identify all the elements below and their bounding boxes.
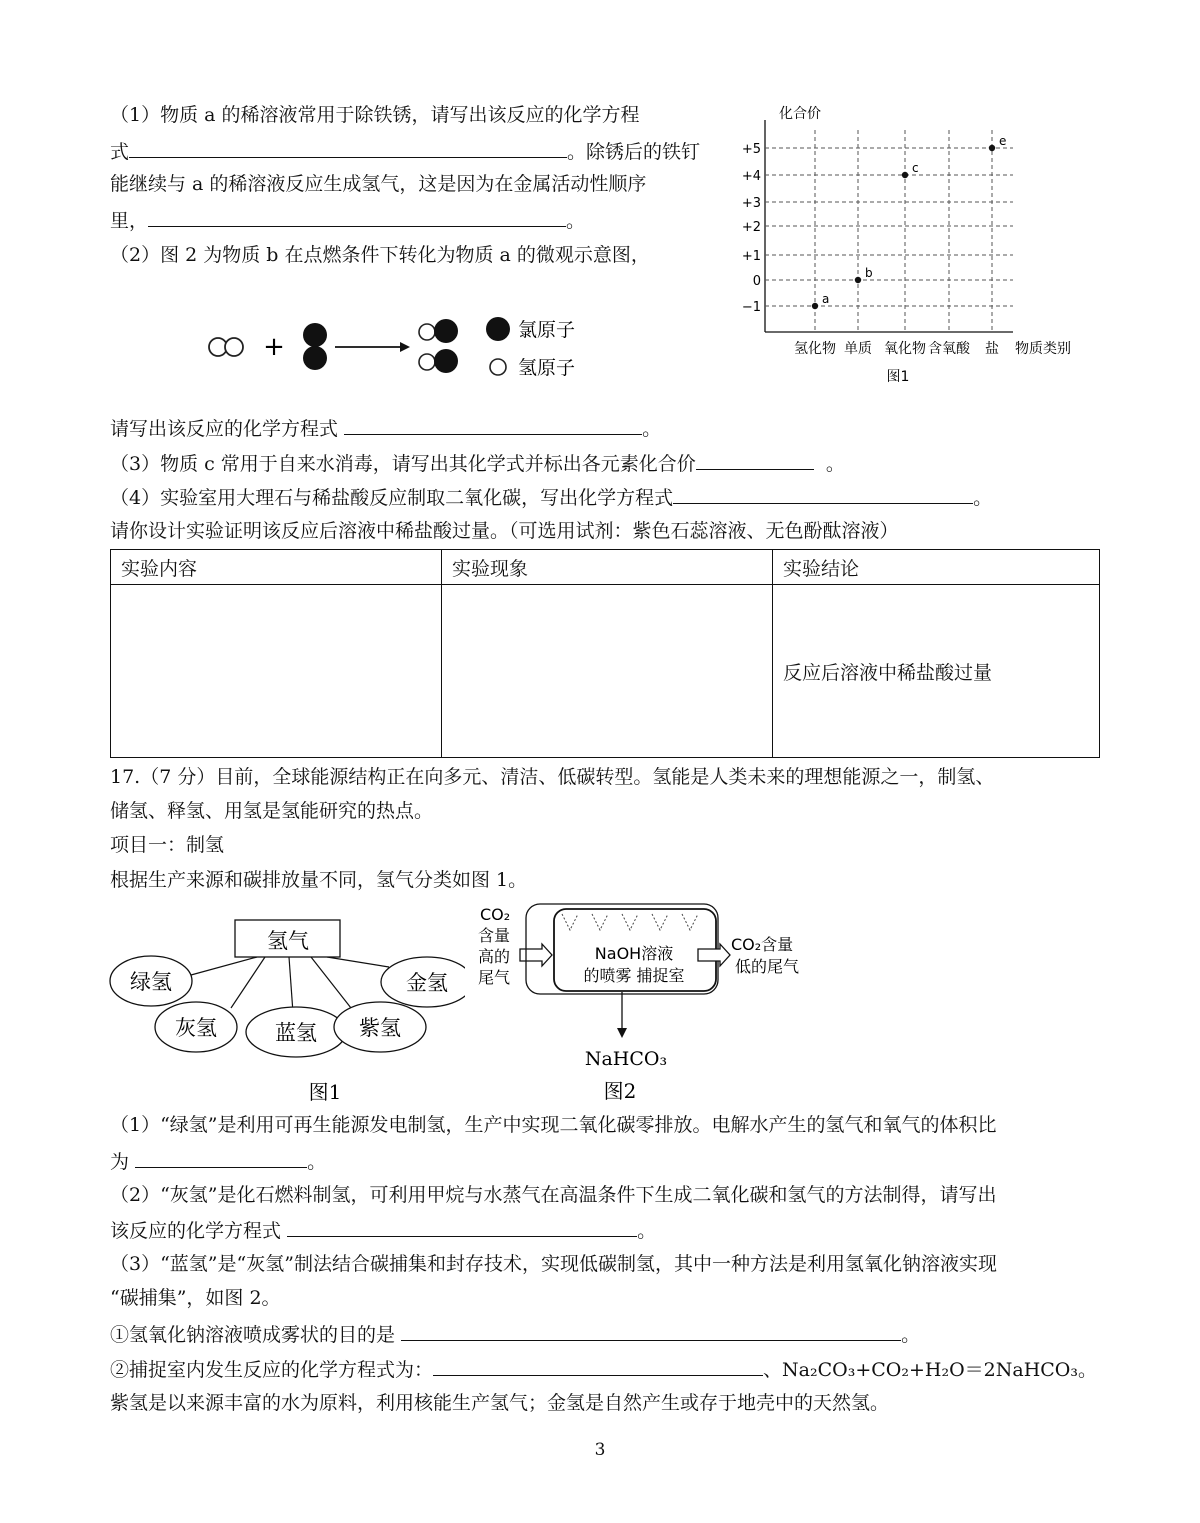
x-tick-label: 氧化物 xyxy=(884,341,926,357)
data-point xyxy=(989,145,995,151)
chart-ylabel: 化合价 xyxy=(779,106,821,122)
micro-reaction-diagram xyxy=(200,310,600,390)
product-label: NaHCO₃ xyxy=(584,1048,668,1070)
q16-p1-line2: 式 。除锈后的铁钉 xyxy=(110,135,700,167)
svg-text:含量: 含量 xyxy=(478,926,511,945)
table-header-row xyxy=(111,550,1100,585)
data-point-label: e xyxy=(999,134,1007,148)
chart-xlabel: 物质类别 xyxy=(1015,341,1071,357)
hydrogen-atom-icon xyxy=(419,324,435,340)
svg-text:低的尾气: 低的尾气 xyxy=(735,957,800,976)
q17-q2-line2: 该反应的化学方程式 。 xyxy=(110,1214,656,1246)
x-tick-label: 盐 xyxy=(985,341,999,357)
q17-q3-line2: “碳捕集”，如图 2。 xyxy=(110,1287,281,1309)
data-point xyxy=(902,172,908,178)
y-tick-label: −1 xyxy=(741,300,761,315)
q17-q1-line2: 为 。 xyxy=(110,1145,326,1177)
y-tick-label: 0 xyxy=(752,274,761,289)
y-tick-label: +3 xyxy=(741,196,761,211)
table-header: 实验现象 xyxy=(442,550,773,585)
inlet-arrow-icon xyxy=(520,944,552,966)
q17-q3-a: ①氢氧化钠溶液喷成雾状的目的是 。 xyxy=(110,1318,920,1350)
chart-caption: 图1 xyxy=(886,369,910,385)
data-point xyxy=(855,277,861,283)
q17-q1-line1: （1）“绿氢”是利用可再生能源发电制氢，生产中实现二氧化碳零排放。电解水产生的氢气和氧气的体积比 xyxy=(110,1114,997,1136)
x-tick-label: 含氧酸 xyxy=(928,341,970,357)
svg-text:CO₂: CO₂ xyxy=(480,905,511,924)
center-label: 氢气 xyxy=(267,929,309,953)
table-header: 实验内容 xyxy=(111,550,442,585)
chlorine-atom-icon xyxy=(303,323,327,347)
table-cell-conclusion: 反应后溶液中稀盐酸过量 xyxy=(773,585,1100,758)
answer-blank[interactable] xyxy=(148,204,566,227)
x-tick-label: 氢化物 xyxy=(794,341,836,357)
q16-p3: （3）物质 c 常用于自来水消毒，请写出其化学式并标出各元素化合价 。 xyxy=(110,447,845,479)
node-purple: 紫氢 xyxy=(359,1016,401,1040)
q16-p4-design: 请你设计实验证明该反应后溶液中稀盐酸过量。（可选用试剂：紫色石蕊溶液、无色酚酞溶液） xyxy=(110,520,899,542)
chlorine-legend-icon xyxy=(486,317,510,341)
svg-text:高的: 高的 xyxy=(478,947,511,966)
answer-blank[interactable] xyxy=(433,1353,763,1376)
q16-p1-line4: 里， 。 xyxy=(110,204,585,236)
table-row xyxy=(111,585,1100,758)
page-number: 3 xyxy=(594,1440,606,1460)
answer-blank[interactable] xyxy=(401,1318,901,1341)
valence-chart xyxy=(735,100,1095,395)
svg-text:尾气: 尾气 xyxy=(478,968,511,987)
answer-blank[interactable] xyxy=(344,412,642,435)
svg-text:CO₂含量: CO₂含量 xyxy=(731,935,794,954)
y-tick-label: +2 xyxy=(741,220,761,235)
answer-blank[interactable] xyxy=(129,135,567,158)
q17-project: 项目一：制氢 xyxy=(110,834,225,856)
chlorine-atom-icon xyxy=(434,319,458,343)
q17-note: 紫氢是以来源丰富的水为原料，利用核能生产氢气；金氢是自然产生或存于地壳中的天然氢。 xyxy=(110,1392,890,1414)
carbon-capture-diagram xyxy=(470,900,820,1105)
data-point-label: b xyxy=(865,266,873,280)
table-header: 实验结论 xyxy=(773,550,1100,585)
x-tick-label: 单质 xyxy=(844,341,872,357)
answer-blank[interactable] xyxy=(673,481,973,504)
q17-intro-line2: 储氢、释氢、用氢是氢能研究的热点。 xyxy=(110,800,434,822)
q16-p4: （4）实验室用大理石与稀盐酸反应制取二氧化碳，写出化学方程式 。 xyxy=(110,481,992,513)
down-arrow-icon xyxy=(617,1028,627,1038)
legend-hydrogen: 氢原子 xyxy=(518,357,576,379)
q17-q3-line1: （3）“蓝氢”是“灰氢”制法结合碳捕集和封存技术，实现低碳制氢，其中一种方法是利用氢氧化钠溶液实现 xyxy=(110,1253,997,1275)
q16-p1-line1: （1）物质 a 的稀溶液常用于除铁锈，请写出该反应的化学方程 xyxy=(110,104,640,126)
q17-q2-line1: （2）“灰氢”是化石燃料制氢，可利用甲烷与水蒸气在高温条件下生成二氧化碳和氢气的方法制得，请写出 xyxy=(110,1184,997,1206)
fig1-caption: 图1 xyxy=(308,1080,342,1104)
arrow-icon xyxy=(400,342,410,352)
node-green: 绿氢 xyxy=(130,970,172,994)
node-gold: 金氢 xyxy=(406,971,448,995)
chlorine-atom-icon xyxy=(434,349,458,373)
hydrogen-atom-icon xyxy=(225,338,243,356)
q16-p2-equation: 请写出该反应的化学方程式 。 xyxy=(110,412,661,444)
table-cell-phenomenon[interactable] xyxy=(442,585,773,758)
data-point-label: a xyxy=(822,292,830,306)
experiment-table xyxy=(110,549,1100,758)
y-tick-label: +4 xyxy=(741,169,761,184)
hydrogen-classification-diagram xyxy=(105,905,465,1105)
data-point-label: c xyxy=(912,161,919,175)
data-point xyxy=(812,303,818,309)
q17-intro-line1: 17.（7 分）目前，全球能源结构正在向多元、清洁、低碳转型。氢能是人类未来的理想能源之一，制氢、 xyxy=(110,766,995,788)
plus-sign: + xyxy=(263,332,285,362)
q16-p1-line3: 能继续与 a 的稀溶液反应生成氢气，这是因为在金属活动性顺序 xyxy=(110,173,647,195)
node-grey: 灰氢 xyxy=(175,1016,217,1040)
node-blue: 蓝氢 xyxy=(275,1021,317,1045)
legend-chlorine: 氯原子 xyxy=(518,319,576,341)
q17-q3-b: ②捕捉室内发生反应的化学方程式为： 、Na₂CO₃+CO₂+H₂O＝2NaHCO₃。 xyxy=(110,1353,1097,1385)
fig2-caption: 图2 xyxy=(603,1079,637,1103)
y-tick-label: +5 xyxy=(741,142,761,157)
answer-blank[interactable] xyxy=(135,1145,307,1168)
hydrogen-legend-icon xyxy=(490,359,506,375)
table-cell-content[interactable] xyxy=(111,585,442,758)
q17-classify: 根据生产来源和碳排放量不同，氢气分类如图 1。 xyxy=(110,869,528,891)
y-tick-label: +1 xyxy=(741,249,761,264)
answer-blank[interactable] xyxy=(287,1214,637,1237)
answer-blank[interactable] xyxy=(696,447,814,470)
hydrogen-atom-icon xyxy=(419,354,435,370)
svg-text:NaOH溶液: NaOH溶液 xyxy=(594,944,674,963)
svg-text:的喷雾 捕捉室: 的喷雾 捕捉室 xyxy=(583,966,685,985)
q16-p2-line1: （2）图 2 为物质 b 在点燃条件下转化为物质 a 的微观示意图， xyxy=(110,244,650,266)
chlorine-atom-icon xyxy=(303,346,327,370)
